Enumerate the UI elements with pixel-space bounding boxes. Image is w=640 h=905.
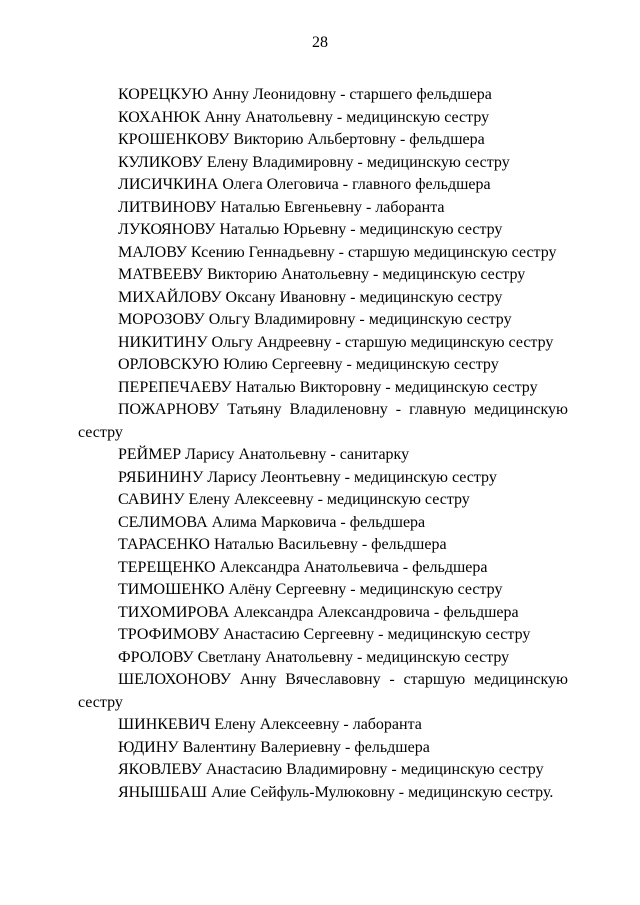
- list-item: ШИНКЕВИЧ Елену Алексеевну - лаборанта: [118, 716, 422, 733]
- list-item: ОРЛОВСКУЮ Юлию Сергеевну - медицинскую сестру: [118, 356, 499, 373]
- list-item: ЛУКОЯНОВУ Наталью Юрьевну - медицинскую сестру: [118, 221, 503, 238]
- page-number: 28: [312, 34, 328, 51]
- list-item: МАЛОВУ Ксению Геннадьевну - старшую медицинскую сестру: [118, 243, 557, 261]
- list-item: КРОШЕНКОВУ Викторию Альбертовну - фельдшера: [118, 131, 485, 148]
- list-item: ТРОФИМОВУ Анастасию Сергеевну - медицинскую сестру: [118, 626, 531, 643]
- list-item: ФРОЛОВУ Светлану Анатольевну - медицинскую сестру: [118, 648, 510, 666]
- list-item: ТИМОШЕНКО Алёну Сергеевну - медицинскую сестру: [118, 581, 503, 598]
- list-item: ТАРАСЕНКО Наталью Васильевну - фельдшера: [118, 536, 447, 553]
- list-item: МОРОЗОВУ Ольгу Владимировну - медицинскую сестру: [118, 311, 512, 328]
- list-item: ЯНЫШБАШ Алие Сейфуль-Мулюковну - медицинскую сестру.: [118, 783, 554, 801]
- list-item: ШЕЛОХОНОВУ Анну Вячеславовну - старшую медицинскую сестру: [78, 671, 568, 711]
- list-item: КОХАНЮК Анну Анатольевну - медицинскую сестру: [118, 108, 490, 126]
- list-item: ЯКОВЛЕВУ Анастасию Владимировну - медицинскую сестру: [118, 761, 544, 778]
- list-item: ТИХОМИРОВА Александра Александровича - фельдшера: [118, 603, 519, 621]
- personnel-list: [78, 84, 568, 804]
- list-item: НИКИТИНУ Ольгу Андреевну - старшую медицинскую сестру: [118, 333, 554, 351]
- list-item: ЛИСИЧКИНА Олега Олеговича - главного фельдшера: [118, 176, 491, 193]
- list-item: СЕЛИМОВА Алима Марковича - фельдшера: [118, 513, 426, 531]
- list-item: КОРЕЦКУЮ Анну Леонидовну - старшего фельдшера: [118, 86, 492, 103]
- list-item: ТЕРЕЩЕНКО Александра Анатольевича - фельдшера: [118, 558, 488, 576]
- list-item: ЮДИНУ Валентину Валериевну - фельдшера: [118, 738, 430, 756]
- list-item: МИХАЙЛОВУ Оксану Ивановну - медицинскую сестру: [118, 288, 503, 306]
- list-item: ПОЖАРНОВУ Татьяну Владиленовну - главную медицинскую сестру: [78, 401, 568, 441]
- list-item: САВИНУ Елену Алексеевну - медицинскую сестру: [118, 491, 470, 508]
- list-item: ПЕРЕПЕЧАЕВУ Наталью Викторовну - медицинскую сестру: [118, 378, 538, 396]
- list-item: МАТВЕЕВУ Викторию Анатольевну - медицинскую сестру: [118, 266, 526, 283]
- list-item: ЛИТВИНОВУ Наталью Евгеньевну - лаборанта: [118, 198, 445, 216]
- list-item: РЯБИНИНУ Ларису Леонтьевну - медицинскую сестру: [118, 468, 497, 486]
- list-item: КУЛИКОВУ Елену Владимировну - медицинскую сестру: [118, 153, 510, 171]
- list-item: РЕЙМЕР Ларису Анатольевну - санитарку: [118, 446, 410, 463]
